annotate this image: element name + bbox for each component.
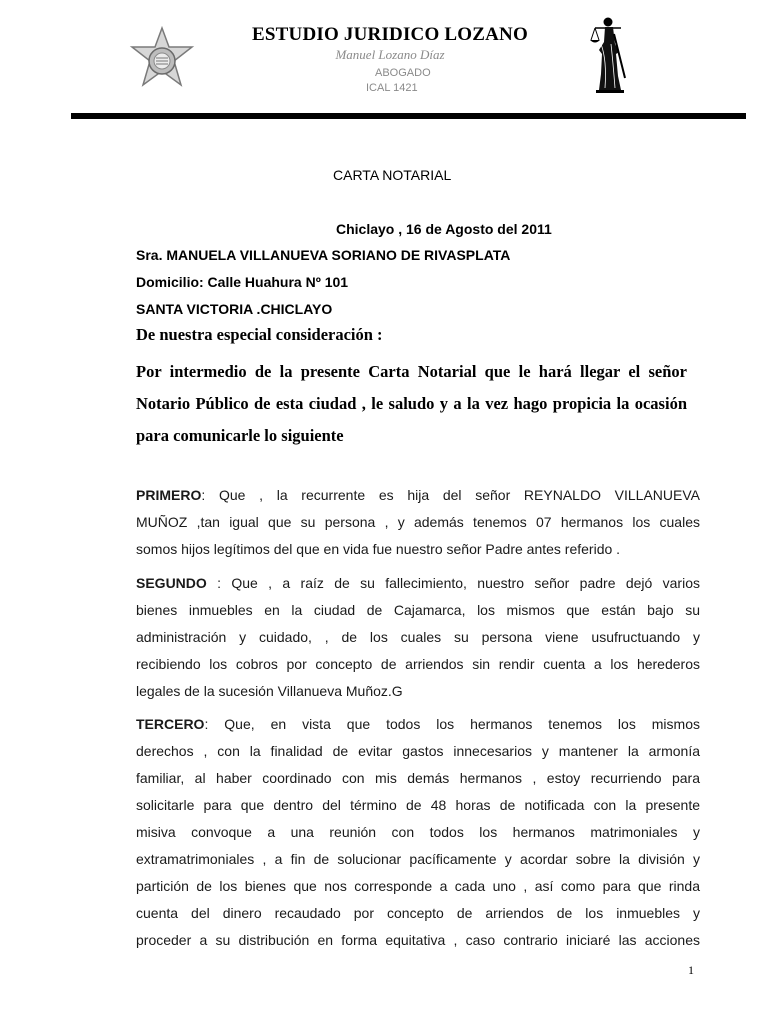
intro-line: Notario Público de esta ciudad , le saludo y a la vez hago propicia la ocasión <box>136 394 687 413</box>
recipient-city: SANTA VICTORIA .CHICLAYO <box>136 301 333 317</box>
paragraph-label: PRIMERO <box>136 487 202 503</box>
paragraph-tercero <box>136 711 700 954</box>
paragraph-line: administración y cuidado, , de los cuales su persona viene usufructuando y <box>136 629 700 645</box>
paragraph-line: legales de la sucesión Villanueva Muñoz.G <box>136 683 403 699</box>
paragraph-label: SEGUNDO <box>136 575 207 591</box>
paragraph-line: solicitarle para que dentro del término de 48 horas de notificada con la presente <box>136 797 700 813</box>
document-heading: CARTA NOTARIAL <box>333 167 452 183</box>
paragraph-line: somos hijos legítimos del que en vida fue nuestro señor Padre antes referido . <box>136 541 621 557</box>
header-divider <box>71 113 746 119</box>
place-date: Chiclayo , 16 de Agosto del 2011 <box>336 221 552 237</box>
paragraph-label: TERCERO <box>136 716 205 732</box>
page-number: 1 <box>688 963 694 977</box>
lawyer-name: Manuel Lozano Díaz <box>335 47 445 62</box>
salutation: De nuestra especial consideración : <box>136 325 383 344</box>
firm-name: ESTUDIO JURIDICO LOZANO <box>252 24 528 45</box>
intro-paragraph <box>136 356 687 452</box>
paragraph-line: : Que , la recurrente es hija del señor REYNALDO VILLANUEVA <box>201 487 700 503</box>
paragraph-segundo <box>136 570 700 705</box>
lawyer-title: ABOGADO <box>375 67 431 79</box>
paragraph-line: bienes inmuebles en la ciudad de Cajamarca, los mismos que están bajo su <box>136 602 700 618</box>
paragraph-line: cuenta del dinero recaudado por concepto de arriendos de los inmuebles y <box>136 905 700 921</box>
recipient-address: Domicilio: Calle Huahura Nº 101 <box>136 274 349 290</box>
paragraph-line: misiva convoque a una reunión con todos los hermanos matrimoniales y <box>136 824 700 840</box>
paragraph-line: : Que , a raíz de su fallecimiento, nuestro señor padre dejó varios <box>206 575 700 591</box>
paragraph-line: familiar, al haber coordinado con mis demás hermanos , estoy recurriendo para <box>136 770 700 786</box>
paragraph-primero <box>136 482 700 563</box>
paragraph-line: partición de los bienes que nos corresponde a cada uno , así como para que rinda <box>136 878 700 894</box>
intro-line: para comunicarle lo siguiente <box>136 426 344 445</box>
paragraph-line: recibiendo los cobros por concepto de arriendos sin rendir cuenta a los herederos <box>136 656 700 672</box>
paragraph-line: : Que, en vista que todos los hermanos tenemos los mismos <box>204 716 700 732</box>
paragraph-line: MUÑOZ ,tan igual que su persona , y además tenemos 07 hermanos los cuales <box>136 514 700 530</box>
recipient-name: Sra. MANUELA VILLANUEVA SORIANO DE RIVASPLATA <box>136 247 511 263</box>
registration-number: ICAL 1421 <box>366 82 418 94</box>
paragraph-line: derechos , con la finalidad de evitar gastos innecesarios y mantener la armonía <box>136 743 700 759</box>
paragraph-line: proceder a su distribución en forma equitativa , caso contrario iniciaré las acciones <box>136 932 700 948</box>
paragraph-line: extramatrimoniales , a fin de solucionar pacíficamente y acordar sobre la división y <box>136 851 700 867</box>
lady-justice-icon <box>585 14 635 94</box>
intro-line: Por intermedio de la presente Carta Notarial que le hará llegar el señor <box>136 362 687 381</box>
